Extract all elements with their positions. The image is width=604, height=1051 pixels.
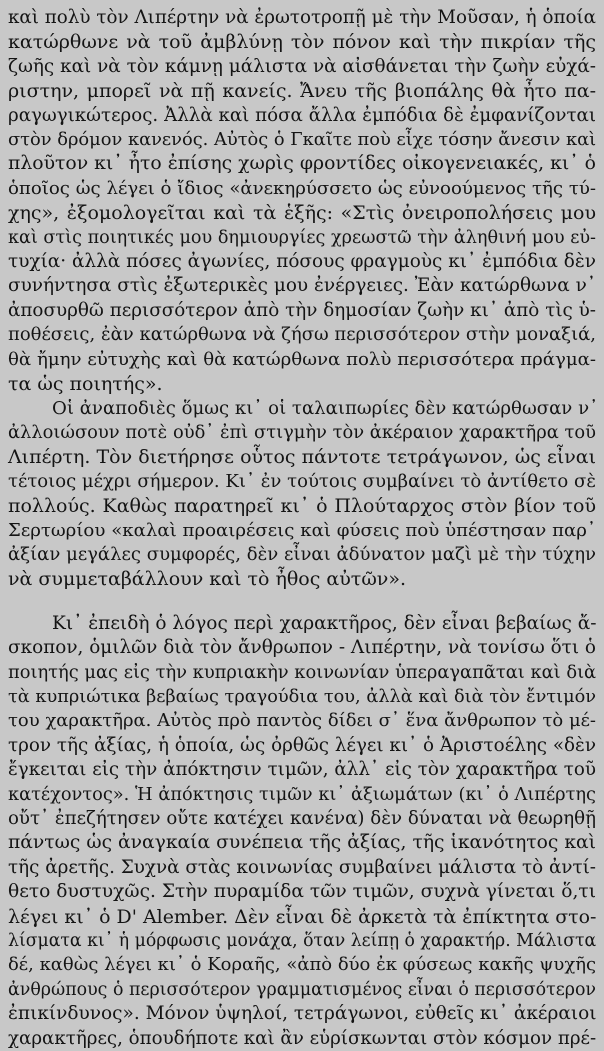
text-line: πλοῦτον κι᾽ ἦτο ἐπίσης χωρὶς φροντίδες οἰκογενειακές, κι᾽ ὁ xyxy=(8,153,596,175)
text-line: ἀνθρώπους ὁ περισσότερον γραμματισμένος εἶναι ὁ περισσότερον xyxy=(8,979,596,1000)
text-line: ποιητής μας εἰς τὴν κυπριακὴν κοινωνίαν ὑπεραγαπᾶται καὶ διὰ xyxy=(8,661,597,683)
text-line: ραγωγικώτερος. Ἀλλὰ καὶ πόσα ἄλλα ἐμπόδια δὲ ἐμφανίζονται xyxy=(8,104,596,126)
text-line: τρον τῆς ἀξίας, ἡ ὁποία, ὡς ὀρθῶς λέγει κι᾽ ὁ Ἀριστοέλης «δὲν xyxy=(8,734,596,756)
text-line: τυχία· ἀλλὰ πόσες ἀγωνίες, πόσους φραγμοὺς κι᾽ ἐμπόδια δὲν xyxy=(8,251,596,273)
text-line: ἔγκειται εἰς τὴν ἀπόκτησιν τιμῶν, ἀλλ᾽ εἰς τὸν χαρακτῆρα τοῦ xyxy=(8,759,596,781)
text-line: πάντως ὡς ἀναγκαία συνέπεια τῆς ἀξίας, τῆς ἱκανότητος καὶ xyxy=(8,832,596,854)
text-line: Κι᾽ ἐπειδὴ ὁ λόγος περὶ χαρακτῆρος, δὲν εἶναι βεβαίως ἄ- xyxy=(52,612,597,634)
text-line: ἀλλοιώσουν ποτὲ οὐδ᾽ ἐπὶ στιγμὴν τὸν ἀκέραιον χαρακτῆρα τοῦ xyxy=(8,421,596,443)
text-line: ριστην, μπορεῖ νὰ πῇ κανείς. Ἄνευ τῆς βιοπάλης θὰ ἦτο πα- xyxy=(8,80,596,103)
text-line: χαρακτῆρες, ὁπουδήποτε καὶ ἂν εὑρίσκωνται στὸν κόσμον πρέ- xyxy=(8,1027,597,1049)
text-line: στὸν δρόμον κανενός. Αὐτὸς ὁ Γκαῖτε ποὺ εἶχε τόσην ἄνεσιν καὶ xyxy=(8,129,597,151)
text-line: τῆς ἀρετῆς. Συχνὰ στὰς κοινωνίας συμβαίνει μάλιστα τὸ ἀντί- xyxy=(8,856,596,878)
text-line: ἀξίαν μεγάλες συμφορές, δὲν εἶναι ἀδύνατον μαζὶ μὲ τὴν τύχην xyxy=(8,543,596,565)
paragraph-1 xyxy=(8,6,596,397)
text-line: θετο δυστυχῶς. Στὴν πυραμίδα τῶν τιμῶν, συχνὰ γίνεται ὅ,τι xyxy=(8,881,596,903)
text-line: τὰ κυπριώτικα βεβαίως τραγούδια του, ἀλλὰ καὶ διὰ τὸν ἔντιμόν xyxy=(8,686,596,707)
text-line: λέγει κι᾽ ὁ D' Alember. Δὲν εἶναι δὲ ἀρκετὰ τὰ ἐπίκτητα στο- xyxy=(8,905,597,928)
text-line: σκοπον, ὁμιλῶν διὰ τὸν ἄνθρωπον - Λιπέρτην, νὰ τονίσω ὅτι ὁ xyxy=(8,637,596,659)
text-line: νὰ συμμεταβάλλουν καὶ τὸ ἦθος αὐτῶν». xyxy=(8,568,407,591)
text-line: Σερτωρίου «καλαὶ προαιρέσεις καὶ φύσεις ποὺ ὑπέστησαν παρ᾽ xyxy=(8,519,596,541)
text-line: οὔτ᾽ ἐπεζήτησεν οὔτε κατέχει κανένα) δὲν δύναται νὰ θεωρηθῇ xyxy=(8,808,596,829)
text-line: τέτοιος μέχρι σήμερον. Κι᾽ ἐν τούτοις συμβαίνει τὸ ἀντίθετο σὲ xyxy=(8,470,596,492)
text-line: Λιπέρτη. Τὸν διετήρησε οὗτος πάντοτε τετράγωνον, ὡς εἶναι xyxy=(8,446,596,469)
text-line: δέ, καθὼς λέγει κι᾽ ὁ Κοραῆς, «ἀπὸ δύο ἐκ φύσεως κακῆς ψυχῆς xyxy=(8,954,596,976)
text-line: τα ὡς ποιητής». xyxy=(8,373,163,396)
text-line: πολλούς. Καθὼς παρατηρεῖ κι᾽ ὁ Πλούταρχος στὸν βίον τοῦ xyxy=(8,495,596,518)
text-line: ὁποῖος ὡς λέγει ὁ ἴδιος «ἀνεκηρύσσετο ὡς εὐνοούμενος τῆς τύ- xyxy=(8,177,596,199)
text-line: χης», ἐξομολογεῖται καὶ τὰ ἑξῆς: «Στὶς ὀνειροπολήσεις μου xyxy=(8,202,596,225)
paragraph-2 xyxy=(8,397,599,592)
paragraph-3 xyxy=(8,612,596,1051)
text-line: καὶ πολὺ τὸν Λιπέρτην νὰ ἐρωτοτροπῇ μὲ τὴν Μοῦσαν, ἡ ὁποία xyxy=(8,7,596,28)
text-line: κατέχοντος». Ἡ ἀπόκτησις τιμῶν κι᾽ ἀξιωμάτων (κι᾽ ὁ Λιπέρτης xyxy=(8,784,596,805)
text-line: συνήντησα στὶς ἐξωτερικὲς μου ἐνέργειες. Ἐὰν κατώρθωνα ν᾽ xyxy=(8,275,596,297)
text-line: κατώρθωνε νὰ τοῦ ἀμβλύνῃ τὸν πόνον καὶ τὴν πικρίαν τῆς xyxy=(8,31,596,54)
paragraph-gap xyxy=(8,592,596,612)
text-line: καὶ στὶς ποιητικές μου δημιουργίες χρεωστῶ τὴν ἀληθινή μου εὐ- xyxy=(8,227,596,248)
text-line: λίσματα κι᾽ ἡ μόρφωσις μονάχα, ὅταν λείπῃ ὁ χαρακτήρ. Μάλιστα xyxy=(8,931,597,952)
text-line: ἀποσυρθῶ περισσότερον ἀπὸ τὴν δημοσίαν ζωὴν κι᾽ ἀπὸ τὶς ὑ- xyxy=(8,299,596,321)
text-line: ζωῆς καὶ νὰ τὸν κάμνῃ μάλιστα νὰ αἰσθάνεται τὴν ζωὴν εὐχά- xyxy=(8,55,596,77)
text-line: του χαρακτῆρα. Αὐτὸς πρὸ παντὸς δίδει σ᾽ ἕνα ἄνθρωπον τὸ μέ- xyxy=(8,710,596,732)
text-line: ἐπικίνδυνος». Μόνον ὑψηλοί, τετράγωνοι, εὐθεῖς κι᾽ ἀκέραιοι xyxy=(8,1003,597,1025)
text-line: θὰ ἤμην εὐτυχὴς καὶ θὰ κατώρθωνα πολὺ περισσότερα πράγμα- xyxy=(8,348,596,370)
text-line: ποθέσεις, ἐὰν κατώρθωνα νὰ ζήσω περισσότερον στὴν μοναξιά, xyxy=(8,324,596,346)
text-line: Οἱ ἀναποδιὲς ὅμως κι᾽ οἱ ταλαιπωρίες δὲν κατώρθωσαν ν᾽ xyxy=(52,397,599,419)
